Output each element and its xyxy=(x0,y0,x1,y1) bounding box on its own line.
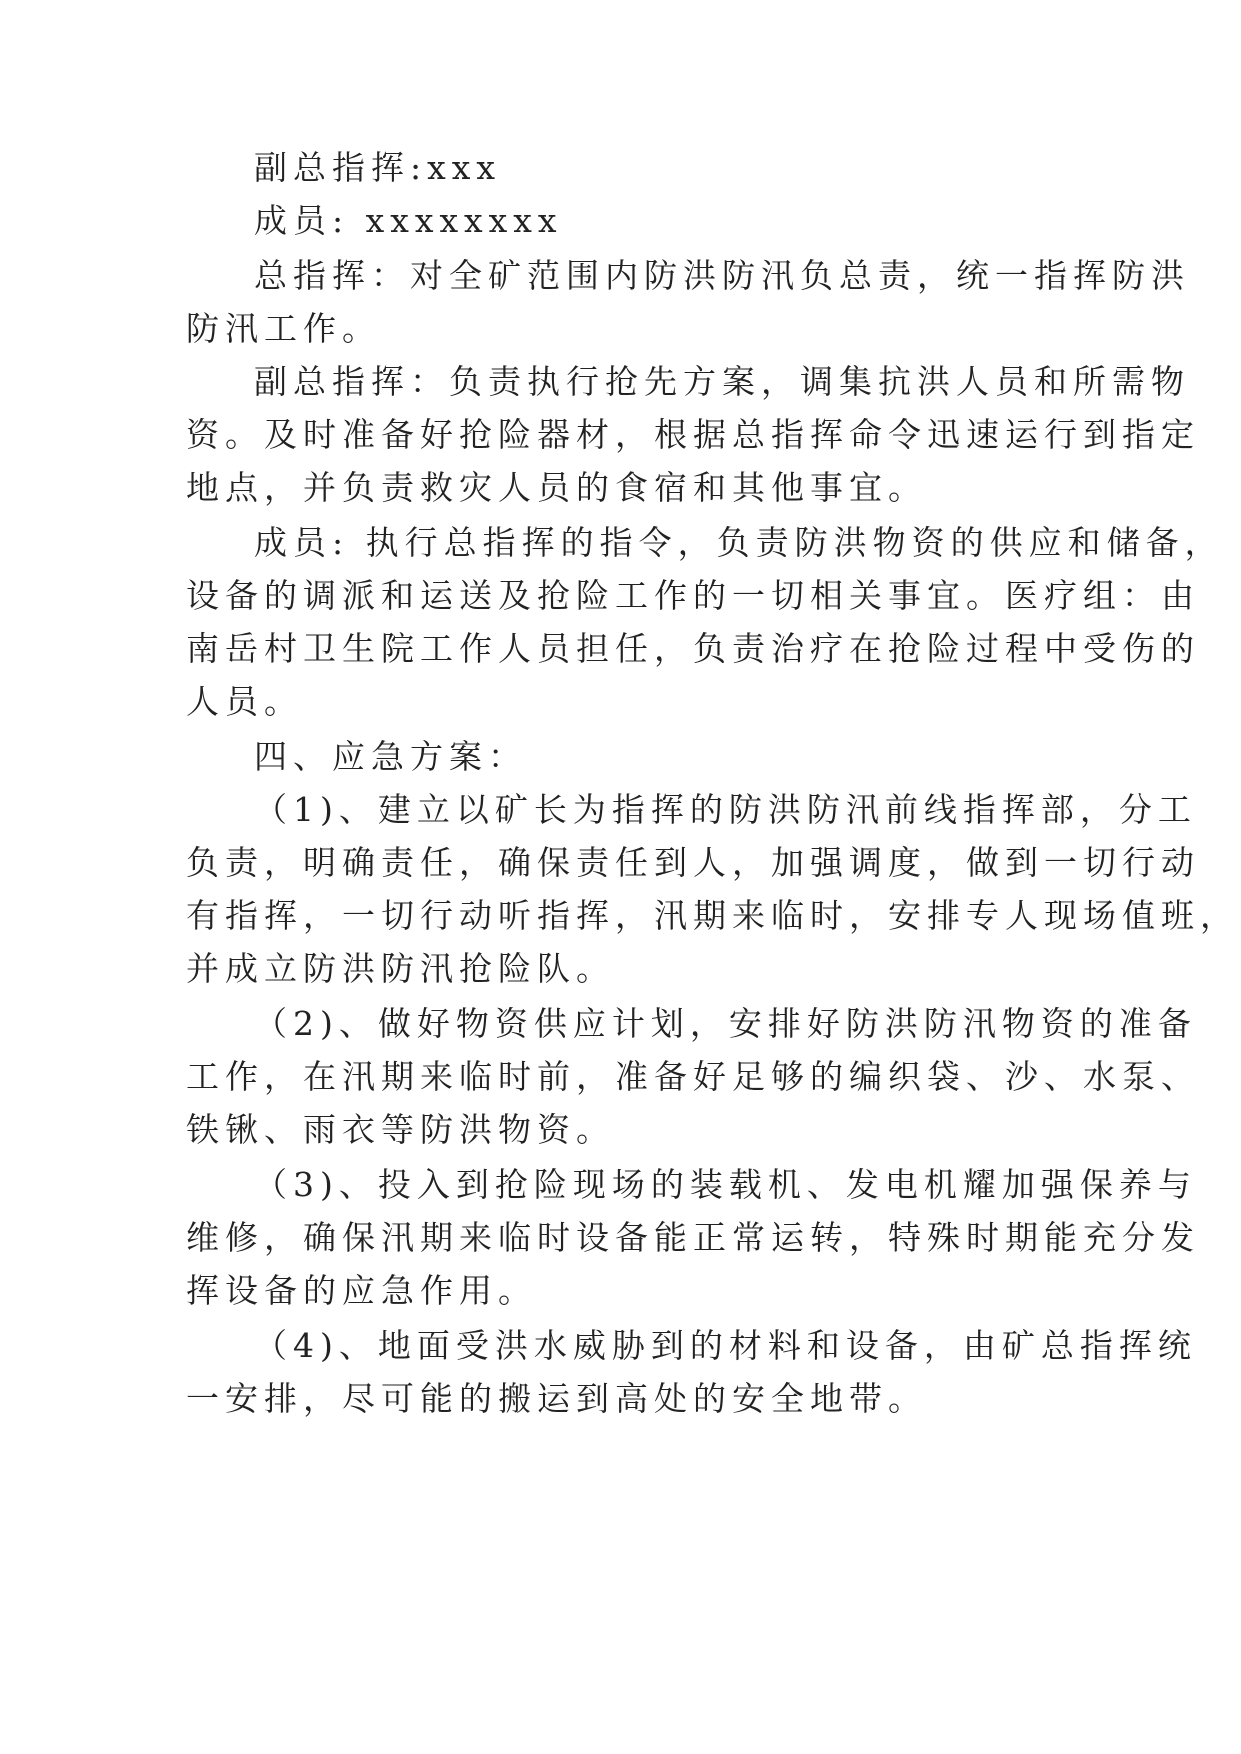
text-line: 资。及时准备好抢险器材，根据总指挥命令迅速运行到指定 xyxy=(186,415,1200,454)
text-line: 挥设备的应急作用。 xyxy=(186,1271,537,1310)
text-line: （3)、投入到抢险现场的装载机、发电机耀加强保养与 xyxy=(254,1165,1197,1204)
text-line: 工作，在汛期来临时前，准备好足够的编织袋、沙、水泵、 xyxy=(186,1057,1200,1096)
text-line: 副总指挥:xxx xyxy=(254,148,501,187)
text-line: 人员。 xyxy=(186,682,303,721)
text-line: 地点，并负责救灾人员的食宿和其他事宜。 xyxy=(186,468,927,507)
text-line: （2)、做好物资供应计划，安排好防洪防汛物资的准备 xyxy=(254,1004,1197,1043)
text-line: 副总指挥：负责执行抢先方案，调集抗洪人员和所需物 xyxy=(254,362,1190,401)
text-line: （4)、地面受洪水威胁到的材料和设备，由矿总指挥统 xyxy=(254,1326,1197,1365)
section-heading: 四、应急方案： xyxy=(254,737,527,776)
text-line: 成员: xxxxxxxx xyxy=(254,201,563,240)
text-line: 南岳村卫生院工作人员担任，负责治疗在抢险过程中受伤的 xyxy=(186,629,1200,668)
text-line: 设备的调派和运送及抢险工作的一切相关事宜。医疗组：由 xyxy=(186,576,1200,615)
text-line: 一安排，尽可能的搬运到高处的安全地带。 xyxy=(186,1379,927,1418)
text-line: 成员: 执行总指挥的指令，负责防洪物资的供应和储备， xyxy=(254,523,1224,562)
text-line: 维修，确保汛期来临时设备能正常运转，特殊时期能充分发 xyxy=(186,1218,1200,1257)
text-line: 防汛工作。 xyxy=(186,309,381,348)
text-line: 铁锹、雨衣等防洪物资。 xyxy=(186,1110,615,1149)
text-line: 并成立防洪防汛抢险队。 xyxy=(186,949,615,988)
text-line: （1)、建立以矿长为指挥的防洪防汛前线指挥部，分工 xyxy=(254,790,1197,829)
text-line: 负责，明确责任，确保责任到人，加强调度，做到一切行动 xyxy=(186,843,1200,882)
text-line: 总指挥：对全矿范围内防洪防汛负总责，统一指挥防洪 xyxy=(254,256,1190,295)
text-line: 有指挥，一切行动听指挥，汛期来临时，安排专人现场值班， xyxy=(186,896,1239,935)
